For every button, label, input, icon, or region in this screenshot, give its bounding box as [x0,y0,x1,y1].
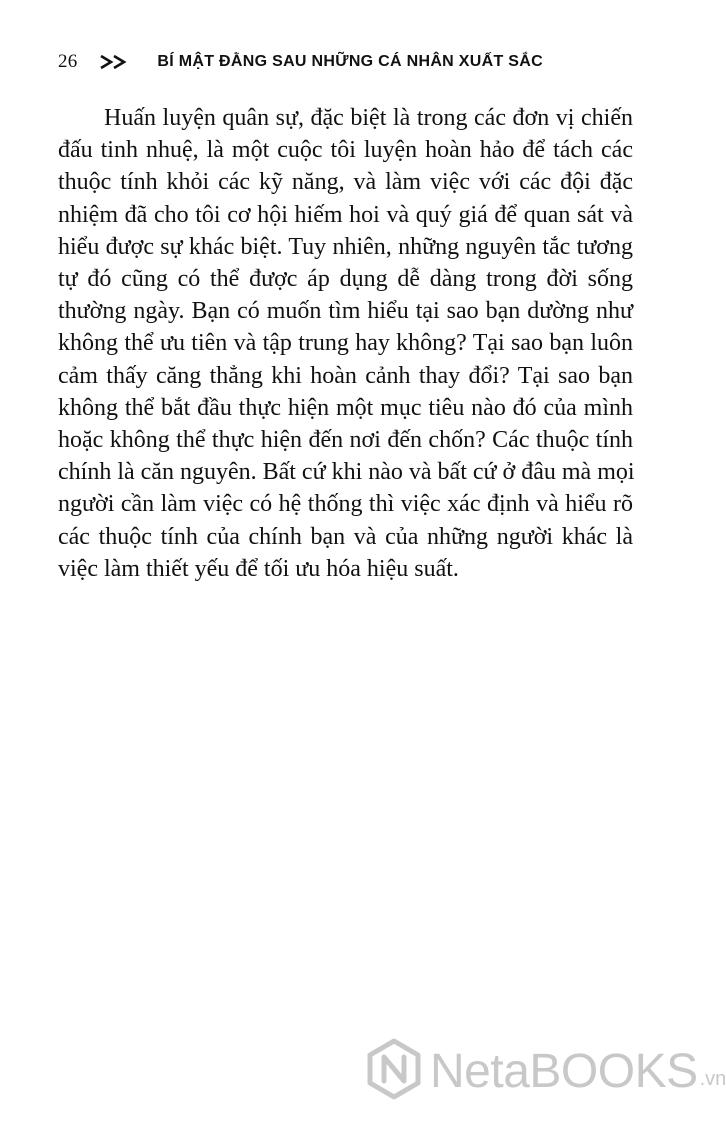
text-line: không thể ưu tiên và tập trung hay không? Tại sao bạn luôn [58,330,633,357]
text-line: thuộc tính khỏi các kỹ năng, và làm việc với các đội đặc [58,169,633,196]
text-line: đấu tinh nhuệ, là một cuộc tôi luyện hoàn hảo để tách các [58,137,633,164]
double-chevron-right-icon [99,55,127,69]
watermark-tld: .vn [699,1067,726,1090]
netabooks-logo-icon [366,1038,422,1105]
text-line: các thuộc tính của chính bạn và của những người khác là [58,523,633,550]
text-line: cảm thấy căng thẳng khi hoàn cảnh thay đổi? Tại sao bạn [58,362,633,389]
text-line: không thể bắt đầu thực hiện một mục tiêu nào đó của mình [58,394,633,421]
body-paragraph [58,102,633,585]
text-line: thường ngày. Bạn có muốn tìm hiểu tại sao bạn dường như [58,298,633,325]
text-line: nhiệm đã cho tôi cơ hội hiếm hoi và quý giá để quan sát và [58,201,633,228]
watermark-brand: NetaBOOKS [430,1044,698,1098]
text-line: việc làm thiết yếu để tối ưu hóa hiệu suất. [58,555,459,582]
page-number: 26 [58,51,78,72]
text-line: chính là căn nguyên. Bất cứ khi nào và bất cứ ở đâu mà mọi [58,459,635,486]
text-line: hiểu được sự khác biệt. Tuy nhiên, những nguyên tắc tương [58,233,633,260]
text-line: người cần làm việc có hệ thống thì việc xác định và hiểu rõ [58,491,633,518]
text-line: hoặc không thể thực hiện đến nơi đến chốn? Các thuộc tính [58,427,633,454]
watermark [366,1032,726,1110]
text-line: Huấn luyện quân sự, đặc biệt là trong các đơn vị chiến [104,105,633,131]
text-line: tự đó cũng có thể được áp dụng dễ dàng trong đời sống [58,266,633,293]
running-header [58,50,543,74]
chapter-title: BÍ MẬT ĐẰNG SAU NHỮNG CÁ NHÂN XUẤT SẮC [157,53,543,70]
